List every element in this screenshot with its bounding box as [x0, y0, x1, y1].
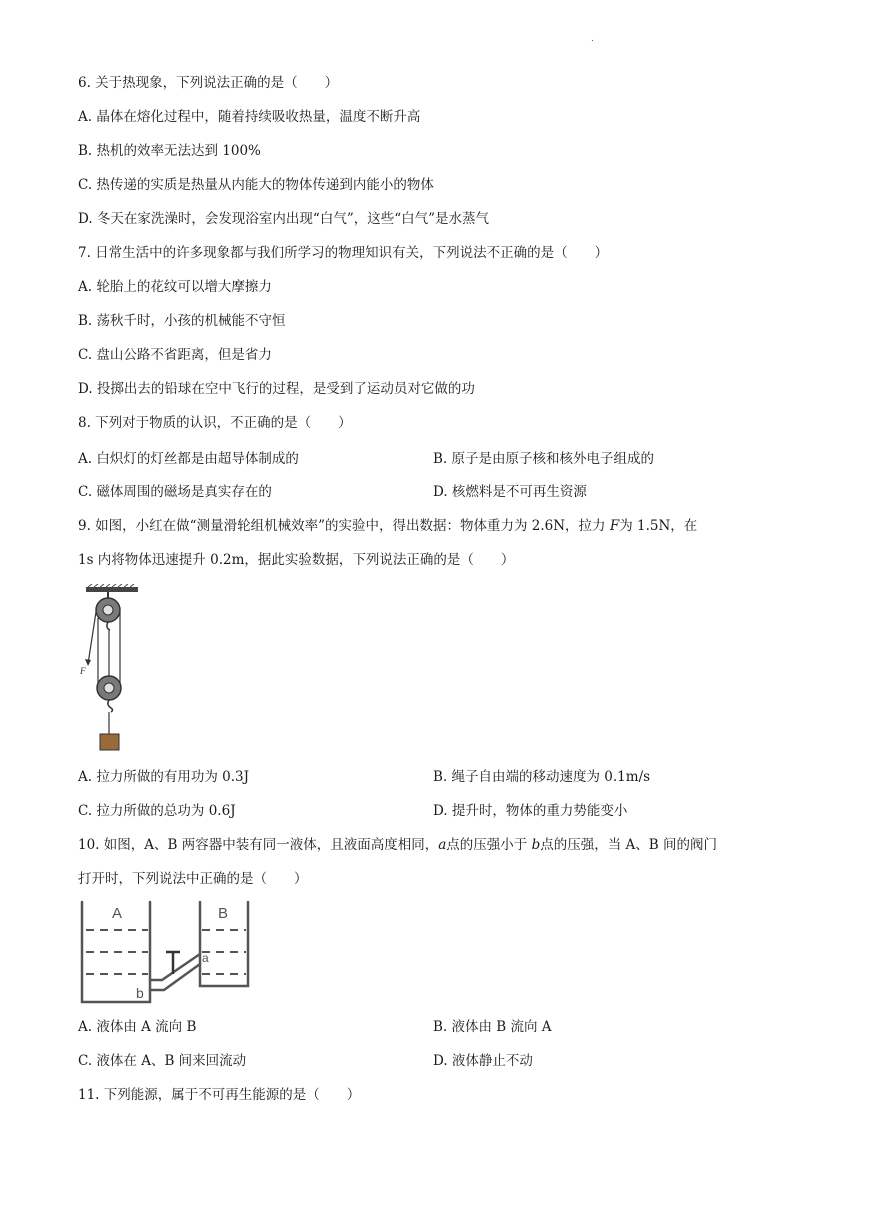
connected-containers-figure [78, 900, 278, 1005]
q6-option-b: B. 热机的效率无法达到 100% [78, 143, 261, 159]
q10-point-a-symbol: a [438, 837, 447, 853]
q6-option-d: D. 冬天在家洗澡时，会发现浴室内出现“白气”，这些“白气”是水蒸气 [78, 211, 490, 227]
q6-option-c: C. 热传递的实质是热量从内能大的物体传递到内能小的物体 [78, 177, 434, 193]
force-label: F [80, 666, 86, 676]
q10-option-c: C. 液体在 A、B 间来回流动 [78, 1053, 247, 1069]
q8-stem: 8. 下列对于物质的认识，不正确的是（ ） [78, 415, 352, 431]
q10-point-b-symbol: b [531, 837, 541, 853]
page-mark: . [591, 34, 594, 44]
q9-option-d: D. 提升时，物体的重力势能变小 [433, 803, 628, 819]
q9-option-b: B. 绳子自由端的移动速度为 0.1m/s [433, 769, 651, 785]
q10-option-b: B. 液体由 B 流向 A [433, 1019, 552, 1035]
q8-option-b: B. 原子是由原子核和核外电子组成的 [433, 451, 655, 467]
q9-option-a: A. 拉力所做的有用功为 0.3J [78, 769, 250, 785]
q10-stem-text-c: 点的压强，当 A、B 间的阀门 [540, 837, 718, 853]
q11-stem: 11. 下列能源，属于不可再生能源的是（ ） [78, 1087, 361, 1103]
point-a-label: a [202, 951, 209, 965]
point-b-label: b [136, 985, 144, 1001]
q9-stem-line2: 1s 内将物体迅速提升 0.2m，据此实验数据，下列说法正确的是（ ） [78, 552, 515, 568]
q9-stem-text-b: 为 1.5N，在 [619, 518, 698, 534]
q8-option-a: A. 白炽灯的灯丝都是由超导体制成的 [78, 451, 299, 467]
q6-option-a: A. 晶体在熔化过程中，随着持续吸收热量，温度不断升高 [78, 109, 421, 125]
q9-stem-line1 [78, 516, 697, 536]
q9-force-symbol: F [609, 518, 620, 534]
q10-stem-line2: 打开时，下列说法中正确的是（ ） [78, 871, 308, 887]
q8-option-c: C. 磁体周围的磁场是真实存在的 [78, 484, 272, 500]
container-a-label: A [112, 905, 123, 922]
q10-option-d: D. 液体静止不动 [433, 1053, 533, 1069]
q10-stem-text-b: 点的压强小于 [446, 837, 532, 853]
q7-option-a: A. 轮胎上的花纹可以增大摩擦力 [78, 279, 272, 295]
q7-option-b: B. 荡秋千时，小孩的机械能不守恒 [78, 313, 286, 329]
q10-option-a: A. 液体由 A 流向 B [78, 1019, 197, 1035]
q10-stem-line1 [78, 835, 717, 855]
q9-stem-text-a: 9. 如图，小红在做“测量滑轮组机械效率”的实验中，得出数据：物体重力为 2.6N，拉力 [78, 518, 610, 534]
pulley-system-figure [78, 584, 158, 756]
q6-stem: 6. 关于热现象，下列说法正确的是（ ） [78, 75, 339, 91]
container-b-label: B [218, 905, 229, 922]
q10-stem-text-a: 10. 如图，A、B 两容器中装有同一液体，且液面高度相同， [78, 837, 439, 853]
q8-option-d: D. 核燃料是不可再生资源 [433, 484, 587, 500]
q7-option-c: C. 盘山公路不省距离，但是省力 [78, 347, 272, 363]
q7-option-d: D. 投掷出去的铅球在空中飞行的过程，是受到了运动员对它做的功 [78, 381, 475, 397]
ceiling-bar [86, 587, 138, 592]
q7-stem: 7. 日常生活中的许多现象都与我们所学习的物理知识有关，下列说法不正确的是（ ） [78, 245, 609, 261]
valve [166, 952, 180, 974]
q9-option-c: C. 拉力所做的总功为 0.6J [78, 803, 236, 819]
connecting-pipe [150, 964, 200, 990]
weight-block [100, 734, 119, 750]
